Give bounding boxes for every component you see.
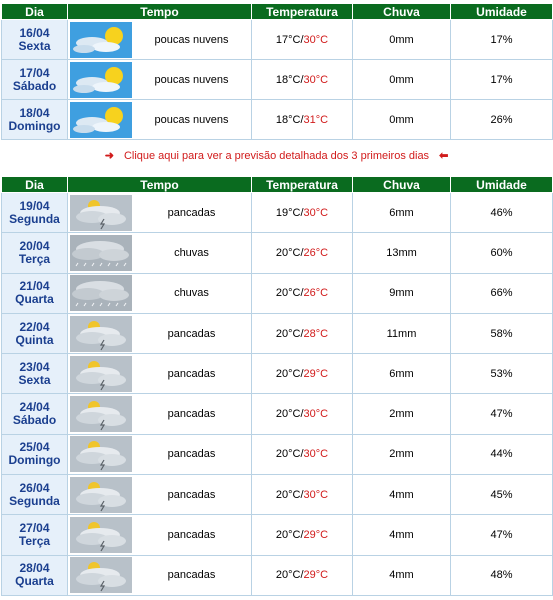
day-date: 25/04 — [19, 440, 50, 455]
storm-icon — [70, 557, 132, 593]
tempo-cell — [68, 434, 252, 474]
day-cell — [2, 434, 68, 474]
forecast-row — [2, 354, 553, 394]
tempo-cell — [68, 475, 252, 515]
day-date: 17/04 — [19, 65, 50, 80]
condition-text: pancadas — [167, 408, 216, 421]
humidity-cell: 47% — [451, 394, 553, 434]
temp-max: 29°C — [303, 569, 329, 582]
temperature-cell: 18°C/30°C — [252, 60, 353, 100]
day-date: 21/04 — [19, 279, 50, 294]
temp-min: 17°C — [275, 33, 301, 46]
day-date: 26/04 — [19, 480, 50, 495]
humidity-cell: 66% — [451, 273, 553, 313]
temperature-cell: 20°C/30°C — [252, 394, 353, 434]
header-temperatura: Temperatura — [252, 4, 353, 20]
humidity-cell: 44% — [451, 434, 553, 474]
header-dia: Dia — [2, 4, 68, 20]
rain-cell: 0mm — [353, 20, 451, 60]
tempo-cell — [68, 354, 252, 394]
detailed-forecast-link[interactable] — [0, 149, 553, 162]
condition-text: poucas nuvens — [154, 113, 229, 126]
forecast-row — [2, 273, 553, 313]
rain-cell: 6mm — [353, 193, 451, 233]
rain-icon — [70, 275, 132, 311]
forecast-row — [2, 515, 553, 555]
storm-icon — [70, 517, 132, 553]
rain-cell: 0mm — [353, 100, 451, 140]
temp-min: 20°C — [275, 448, 301, 461]
temp-min: 20°C — [275, 287, 301, 300]
day-date: 19/04 — [19, 198, 50, 213]
day-weekday: Quinta — [15, 332, 54, 347]
humidity-cell: 53% — [451, 354, 553, 394]
temperature-cell: 20°C/26°C — [252, 233, 353, 273]
day-weekday: Segunda — [9, 493, 60, 508]
arrow-right-icon: ➜ — [104, 150, 114, 162]
humidity-cell: 17% — [451, 60, 553, 100]
temp-min: 20°C — [275, 529, 301, 542]
day-weekday: Quarta — [15, 574, 54, 589]
temperature-cell: 17°C/30°C — [252, 20, 353, 60]
temperature-cell: 20°C/28°C — [252, 313, 353, 353]
rain-cell: 13mm — [353, 233, 451, 273]
temperature-cell: 20°C/26°C — [252, 273, 353, 313]
condition-text: pancadas — [167, 529, 216, 542]
storm-icon — [70, 356, 132, 392]
forecast-row — [2, 313, 553, 353]
forecast-row — [2, 233, 553, 273]
condition-text: pancadas — [167, 488, 216, 501]
temperature-cell: 20°C/30°C — [252, 434, 353, 474]
day-weekday: Terça — [18, 534, 51, 549]
tempo-cell — [68, 515, 252, 555]
day-date: 16/04 — [19, 25, 50, 40]
condition-text: pancadas — [167, 327, 216, 340]
partly-cloudy-icon — [70, 102, 132, 138]
temp-max: 30°C — [303, 73, 329, 86]
temperature-cell: 20°C/29°C — [252, 555, 353, 595]
temp-max: 30°C — [303, 448, 329, 461]
day-weekday: Segunda — [9, 211, 60, 226]
temp-max: 30°C — [303, 33, 329, 46]
humidity-cell: 58% — [451, 313, 553, 353]
tempo-cell — [68, 193, 252, 233]
header-tempo: Tempo — [68, 177, 252, 193]
temp-max: 29°C — [303, 529, 329, 542]
day-date: 18/04 — [19, 105, 50, 120]
humidity-cell: 48% — [451, 555, 553, 595]
condition-text: chuvas — [174, 246, 209, 259]
temp-max: 26°C — [303, 287, 329, 300]
temp-min: 18°C — [275, 73, 301, 86]
storm-icon — [70, 396, 132, 432]
tempo-cell — [68, 273, 252, 313]
header-dia: Dia — [2, 177, 68, 193]
temp-max: 29°C — [303, 367, 329, 380]
storm-icon — [70, 316, 132, 352]
day-weekday: Domingo — [8, 118, 61, 133]
storm-icon — [70, 195, 132, 231]
day-cell — [2, 60, 68, 100]
day-cell — [2, 313, 68, 353]
day-cell — [2, 475, 68, 515]
tempo-cell — [68, 60, 252, 100]
condition-text: pancadas — [167, 448, 216, 461]
condition-text: pancadas — [167, 367, 216, 380]
tempo-cell — [68, 555, 252, 595]
table-header — [2, 4, 553, 20]
header-umidade: Umidade — [451, 4, 553, 20]
forecast-row — [2, 555, 553, 595]
forecast-row — [2, 100, 553, 140]
temperature-cell: 20°C/30°C — [252, 475, 353, 515]
temp-min: 20°C — [275, 327, 301, 340]
day-date: 24/04 — [19, 400, 50, 415]
humidity-cell: 26% — [451, 100, 553, 140]
header-chuva: Chuva — [353, 4, 451, 20]
day-weekday: Sábado — [12, 413, 57, 428]
day-weekday: Terça — [18, 251, 51, 266]
day-cell — [2, 193, 68, 233]
header-chuva: Chuva — [353, 177, 451, 193]
day-date: 22/04 — [19, 319, 50, 334]
forecast-row — [2, 193, 553, 233]
condition-text: poucas nuvens — [154, 33, 229, 46]
day-weekday: Sexta — [18, 38, 51, 53]
temperature-cell: 19°C/30°C — [252, 193, 353, 233]
day-weekday: Sábado — [12, 78, 57, 93]
temp-max: 30°C — [303, 206, 329, 219]
day-weekday: Quarta — [15, 292, 54, 307]
tempo-cell — [68, 394, 252, 434]
storm-icon — [70, 436, 132, 472]
tempo-cell — [68, 313, 252, 353]
temperature-cell: 18°C/31°C — [252, 100, 353, 140]
tempo-cell — [68, 100, 252, 140]
day-cell — [2, 354, 68, 394]
condition-text: pancadas — [167, 206, 216, 219]
temp-max: 31°C — [303, 113, 329, 126]
forecast-row — [2, 20, 553, 60]
forecast-row — [2, 60, 553, 100]
day-cell — [2, 555, 68, 595]
temp-min: 19°C — [275, 206, 301, 219]
rain-cell: 4mm — [353, 515, 451, 555]
rain-cell: 9mm — [353, 273, 451, 313]
day-cell — [2, 515, 68, 555]
humidity-cell: 60% — [451, 233, 553, 273]
humidity-cell: 17% — [451, 20, 553, 60]
arrow-left-icon: ⬅ — [439, 150, 449, 162]
day-cell — [2, 233, 68, 273]
forecast-row — [2, 434, 553, 474]
rain-cell: 0mm — [353, 60, 451, 100]
forecast-row — [2, 475, 553, 515]
header-tempo: Tempo — [68, 4, 252, 20]
temp-min: 18°C — [275, 113, 301, 126]
rain-cell: 11mm — [353, 313, 451, 353]
temp-min: 20°C — [275, 246, 301, 259]
header-umidade: Umidade — [451, 177, 553, 193]
temp-min: 20°C — [275, 367, 301, 380]
temp-max: 30°C — [303, 488, 329, 501]
forecast-row — [2, 394, 553, 434]
temp-max: 26°C — [303, 246, 329, 259]
humidity-cell: 46% — [451, 193, 553, 233]
temp-min: 20°C — [275, 408, 301, 421]
temperature-cell: 20°C/29°C — [252, 515, 353, 555]
table-header — [2, 177, 553, 193]
day-date: 20/04 — [19, 238, 50, 253]
day-cell — [2, 394, 68, 434]
humidity-cell: 45% — [451, 475, 553, 515]
rain-icon — [70, 235, 132, 271]
storm-icon — [70, 477, 132, 513]
rain-cell: 4mm — [353, 555, 451, 595]
day-cell — [2, 100, 68, 140]
partly-cloudy-icon — [70, 62, 132, 98]
rain-cell: 2mm — [353, 394, 451, 434]
day-weekday: Domingo — [8, 453, 61, 468]
tempo-cell — [68, 20, 252, 60]
rain-cell: 4mm — [353, 475, 451, 515]
forecast-table-top — [1, 3, 553, 140]
temp-max: 28°C — [303, 327, 329, 340]
rain-cell: 6mm — [353, 354, 451, 394]
condition-text: pancadas — [167, 569, 216, 582]
condition-text: chuvas — [174, 287, 209, 300]
rain-cell: 2mm — [353, 434, 451, 474]
day-date: 28/04 — [19, 561, 50, 576]
partly-cloudy-icon — [70, 22, 132, 58]
day-weekday: Sexta — [18, 372, 51, 387]
day-date: 27/04 — [19, 521, 50, 536]
condition-text: poucas nuvens — [154, 73, 229, 86]
humidity-cell: 47% — [451, 515, 553, 555]
header-temperatura: Temperatura — [252, 177, 353, 193]
day-cell — [2, 273, 68, 313]
day-cell — [2, 20, 68, 60]
day-date: 23/04 — [19, 359, 50, 374]
tempo-cell — [68, 233, 252, 273]
temp-max: 30°C — [303, 408, 329, 421]
forecast-table-extended — [1, 176, 553, 596]
temp-min: 20°C — [275, 569, 301, 582]
temperature-cell: 20°C/29°C — [252, 354, 353, 394]
detailed-forecast-link-text[interactable]: Clique aqui para ver a previsão detalhada dos 3 primeiros dias — [123, 150, 430, 162]
temp-min: 20°C — [275, 488, 301, 501]
